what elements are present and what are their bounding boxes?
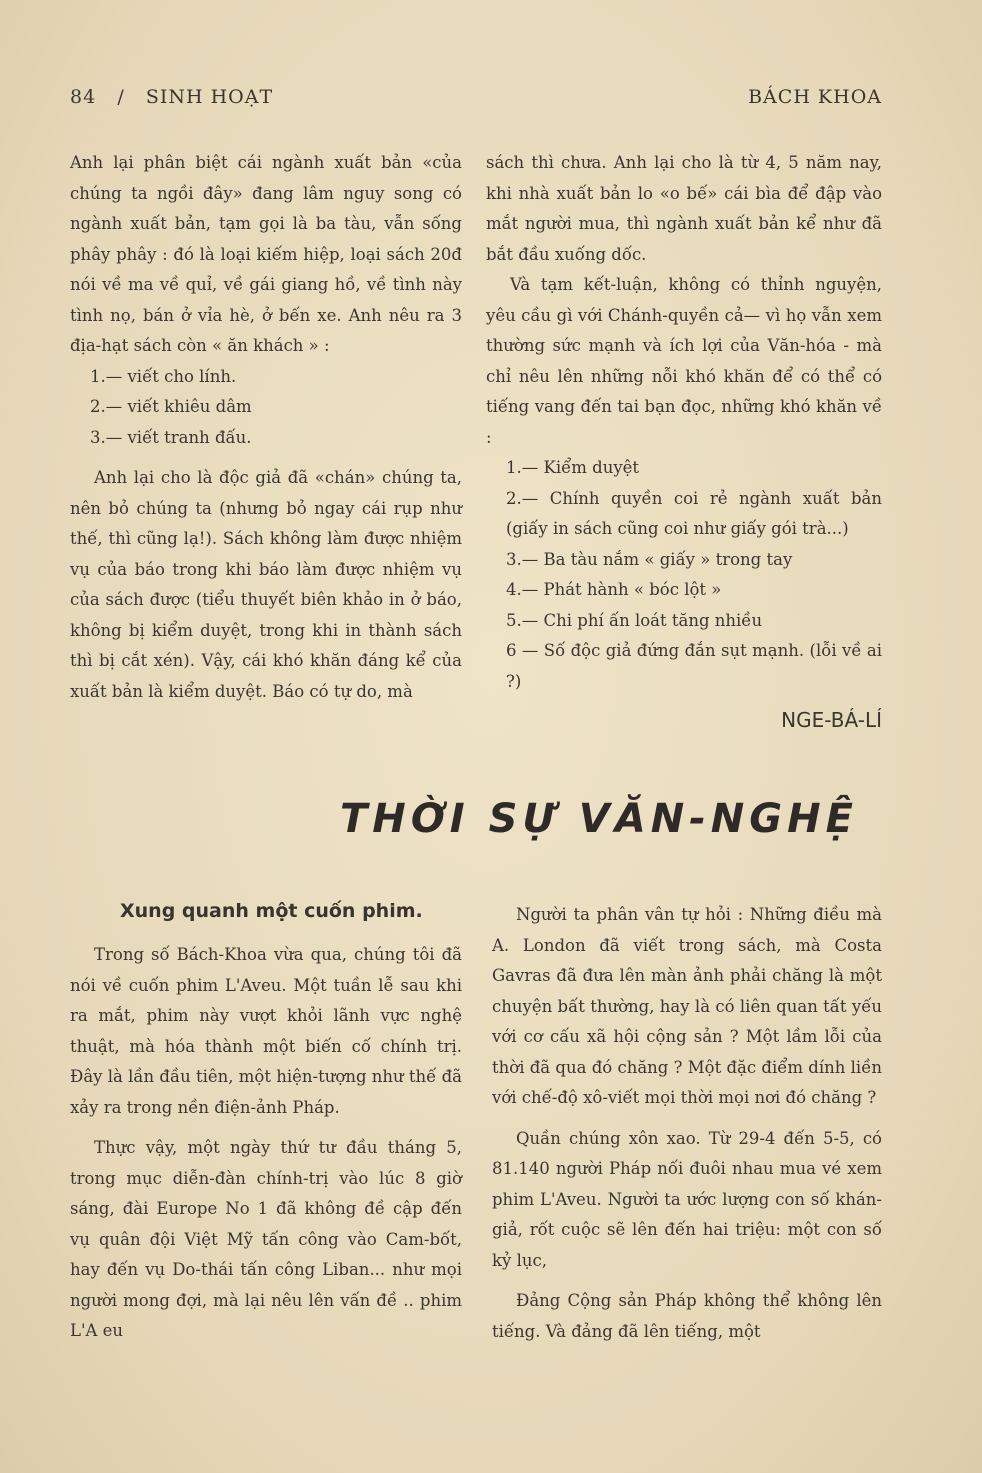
article1-paragraph: sách thì chưa. Anh lại cho là từ 4, 5 năm nay, khi nhà xuất bản lo «o bế» cái bìa để đập vào mắt người mua, thì ngành xuất bản kể như đã bắt đầu xuống dốc.: [486, 153, 882, 264]
article1-paragraph: Và tạm kết-luận, không có thỉnh nguyện, yêu cầu gì với Chánh-quyền cả— vì họ vẫn xem thường sức mạnh và ích lợi của Văn-hóa - mà chỉ nêu lên những nỗi khó khăn để có thể có tiếng vang đến tai bạn đọc, những khó khăn về :: [486, 275, 882, 447]
page-number: 84: [70, 86, 97, 108]
list-item: 1.— viết cho lính.: [90, 366, 237, 386]
list-item: 2.— viết khiêu dâm: [90, 397, 252, 416]
article2-left-column: [70, 940, 462, 1347]
article1-paragraph: Anh lại cho là độc giả đã «chán» chúng ta, nên bỏ chúng ta (nhưng bỏ ngay cái rụp như thế, thì cũng lạ!). Sách không làm được nhiệm vụ của báo trong khi báo làm được nhiệm vụ của sách được (tiểu thuyết biên khảo in ở báo, không bị kiểm duyệt, trong khi in thành sách thì bị cắt xén). Vậy, cái khó khăn đáng kể của xuất bản là kiểm duyệt. Báo có tự do, mà: [70, 468, 462, 701]
article-title: Xung quanh một cuốn phim.: [120, 900, 423, 922]
section-title: THỜI SỰ VĂN-NGHỆ: [340, 796, 858, 842]
article2-paragraph: Thực vậy, một ngày thứ tư đầu tháng 5, trong mục diễn-đàn chính-trị vào lúc 8 giờ sáng, đài Europe No 1 đã không đề cập đến vụ quân đội Việt Mỹ tấn công vào Cam-bốt, hay đến vụ Do-thái tấn công Liban... như mọi người mong đợi, mà lại nêu lên vấn đề .. phim L'A eu: [70, 1138, 462, 1340]
list-item: 3.— Ba tàu nắm « giấy » trong tay: [506, 549, 793, 569]
article2-paragraph: Đảng Cộng sản Pháp không thể không lên tiếng. Và đảng đã lên tiếng, một: [492, 1291, 882, 1341]
article1-right-column: [486, 148, 882, 736]
article2-paragraph: Trong số Bách-Khoa vừa qua, chúng tôi đã nói về cuốn phim L'Aveu. Một tuần lễ sau khi ra mắt, phim này vượt khỏi lãnh vực nghệ thuật, mà hóa thành một biến cố chính trị. Đây là lần đầu tiên, một hiện-tượng như thế đã xảy ra trong nền điện-ảnh Pháp.: [70, 945, 462, 1117]
author-signature: NGE-BÁ-LÍ: [781, 708, 882, 732]
header-left: [70, 86, 273, 108]
list-item: 5.— Chi phí ấn loát tăng nhiều: [506, 610, 763, 630]
article2-right-column: [492, 900, 882, 1347]
list-item: 2.— Chính quyền coi rẻ ngành xuất bản (giấy in sách cũng coi như giấy gói trà...): [506, 488, 882, 538]
article1-left-column: [70, 148, 462, 707]
list-item: 1.— Kiểm duyệt: [506, 458, 640, 477]
article2-paragraph: Người ta phân vân tự hỏi : Những điều mà A. London đã viết trong sách, mà Costa Gavras đã đưa lên màn ảnh phải chăng là một chuyện bất thường, hay là có liên quan tất yếu với cơ cấu xã hội cộng sản ? Một lầm lỗi của thời đã qua đó chăng ? Một đặc điểm dính liền với chế-độ xô-viết mọi thời mọi nơi đó chăng ?: [492, 905, 882, 1107]
header-separator: /: [117, 86, 125, 108]
article1-paragraph: Anh lại phân biệt cái ngành xuất bản «của chúng ta ngồi đây» đang lâm nguy song có ngành xuất bản, tạm gọi là ba tàu, vẫn sống phây phây : đó là loại kiếm hiệp, loại sách 20đ nói về ma về quỉ, về gái giang hồ, về tình này tình nọ, bán ở vỉa hè, ở bến xe. Anh nêu ra 3 địa-hạt sách còn « ăn khách » :: [70, 153, 462, 355]
list-item: 4.— Phát hành « bóc lột »: [506, 580, 722, 599]
running-header: [70, 86, 882, 116]
section-name: SINH HOẠT: [145, 86, 274, 108]
list-item: 3.— viết tranh đấu.: [90, 427, 252, 447]
article2-paragraph: Quần chúng xôn xao. Từ 29-4 đến 5-5, có 81.140 người Pháp nối đuôi nhau mua vé xem phim L'Aveu. Người ta ước lượng con số khán-giả, rốt cuộc sẽ lên đến hai triệu: một con số kỷ lục,: [492, 1128, 882, 1270]
magazine-name: BÁCH KHOA: [748, 86, 882, 108]
list-item: 6 — Số độc giả đứng đắn sụt mạnh. (lỗi về ai ?): [506, 641, 882, 691]
